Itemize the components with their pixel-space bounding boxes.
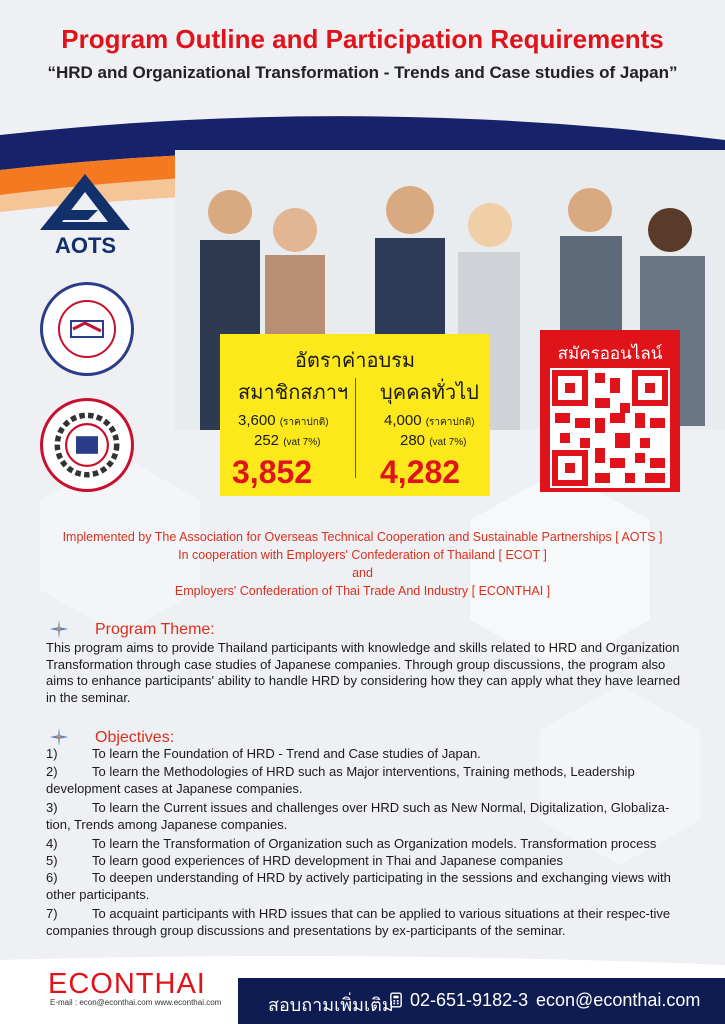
objective-item	[46, 800, 686, 833]
objective-number: 2)	[46, 764, 58, 779]
objective-item	[46, 764, 686, 797]
phone-icon	[390, 992, 402, 1013]
aots-label: AOTS	[54, 233, 117, 258]
page-title: Program Outline and Participation Requirements	[61, 24, 664, 54]
general-base-price: 4,000	[384, 412, 422, 429]
general-vat-row	[400, 432, 466, 449]
objective-number: 6)	[46, 870, 58, 885]
ecot-seal	[40, 282, 134, 376]
in-cooperation: In cooperation with Employers' Confederation of Thailand [ ECOT ]	[178, 548, 547, 562]
theme-heading: Program Theme:	[95, 621, 215, 638]
objective-item	[46, 746, 686, 763]
inquiry-label: สอบถามเพิ่มเติม	[268, 995, 394, 1015]
aots-logo	[38, 172, 133, 259]
pricing-box	[220, 334, 490, 496]
pricing-heading: อัตราค่าอบรม	[294, 350, 416, 372]
qr-code[interactable]	[550, 368, 670, 488]
register-online-label: สมัครออนไลน์	[557, 344, 663, 363]
member-total: 3,852	[232, 454, 313, 490]
footer-contact-small: E-mail : econ@econthai.com www.econthai.com	[50, 998, 222, 1007]
member-label: สมาชิกสภาฯ	[238, 382, 349, 404]
member-base-price: 3,600	[238, 412, 276, 429]
theme-body: This program aims to provide Thailand participants with knowledge and skills related to HRD and Organization Transformation through case studies of Japanese companies. Through group discussions, the program also aims to enhance participants' ability to handle HRD by considering how they can apply what they have learned in the seminar.	[46, 640, 681, 705]
objective-item	[46, 906, 686, 939]
objective-text: To deepen understanding of HRD by actively participating in the sessions and exchanging views with other participants.	[46, 870, 671, 902]
general-base-note: (ราคาปกติ)	[425, 417, 475, 428]
handshake-icon	[57, 299, 117, 359]
member-base-row	[238, 412, 329, 430]
page-subtitle: “HRD and Organizational Transformation - Trends and Case studies of Japan”	[47, 63, 678, 82]
objective-number: 1)	[46, 746, 58, 761]
member-vat-note: (vat 7%)	[283, 437, 321, 448]
objective-item	[46, 853, 686, 870]
objective-text: To learn the Current issues and challenges over HRD such as New Normal, Digitalization, Globaliza-tion, Trends among Japanese companies.	[46, 800, 670, 832]
gear-icon	[54, 412, 120, 478]
econthai-line: Employers' Confederation of Thai Trade And Industry [ ECONTHAI ]	[174, 584, 551, 598]
member-base-note: (ราคาปกติ)	[279, 417, 329, 428]
footer-email[interactable]: econ@econthai.com	[536, 990, 701, 1010]
econthai-logo: ECONTHAI	[48, 968, 206, 1000]
objectives-heading: Objectives:	[95, 729, 175, 746]
objective-text: To learn good experiences of HRD development in Thai and Japanese companies	[92, 853, 563, 868]
objective-item	[46, 836, 686, 853]
objective-text: To acquaint participants with HRD issues that can be applied to various situations at their respec-tive companies through group discussions and presentations by ex-participants of the seminar.	[46, 906, 671, 938]
member-vat: 252	[254, 432, 280, 449]
footer-bar	[238, 978, 725, 1024]
footer-phone[interactable]: 02-651-9182-3	[410, 990, 529, 1010]
register-online-box[interactable]	[540, 330, 680, 492]
objective-text: To learn the Methodologies of HRD such as Major interventions, Training methods, Leadership development cases at Japanese companies.	[46, 764, 635, 796]
aots-triangle-icon	[38, 172, 133, 232]
qr-code-icon	[550, 368, 670, 488]
general-total: 4,282	[380, 454, 461, 490]
objective-number: 5)	[46, 853, 58, 868]
general-vat-note: (vat 7%)	[429, 437, 467, 448]
objective-item	[46, 870, 686, 903]
and-connector: and	[352, 566, 373, 580]
general-label: บุคคลทั่วไป	[380, 382, 479, 404]
general-vat: 280	[400, 432, 426, 449]
objective-number: 4)	[46, 836, 58, 851]
econthai-seal	[40, 398, 134, 492]
objective-number: 3)	[46, 800, 58, 815]
objective-number: 7)	[46, 906, 58, 921]
member-vat-row	[254, 432, 320, 449]
objective-text: To learn the Foundation of HRD - Trend and Case studies of Japan.	[92, 746, 481, 761]
objective-text: To learn the Transformation of Organization such as Organization models. Transformation process	[92, 836, 657, 851]
general-base-row	[384, 412, 475, 430]
pricing-divider	[355, 378, 356, 478]
implemented-by: Implemented by The Association for Overseas Technical Cooperation and Sustainable Partnerships [ AOTS ]	[62, 530, 663, 544]
